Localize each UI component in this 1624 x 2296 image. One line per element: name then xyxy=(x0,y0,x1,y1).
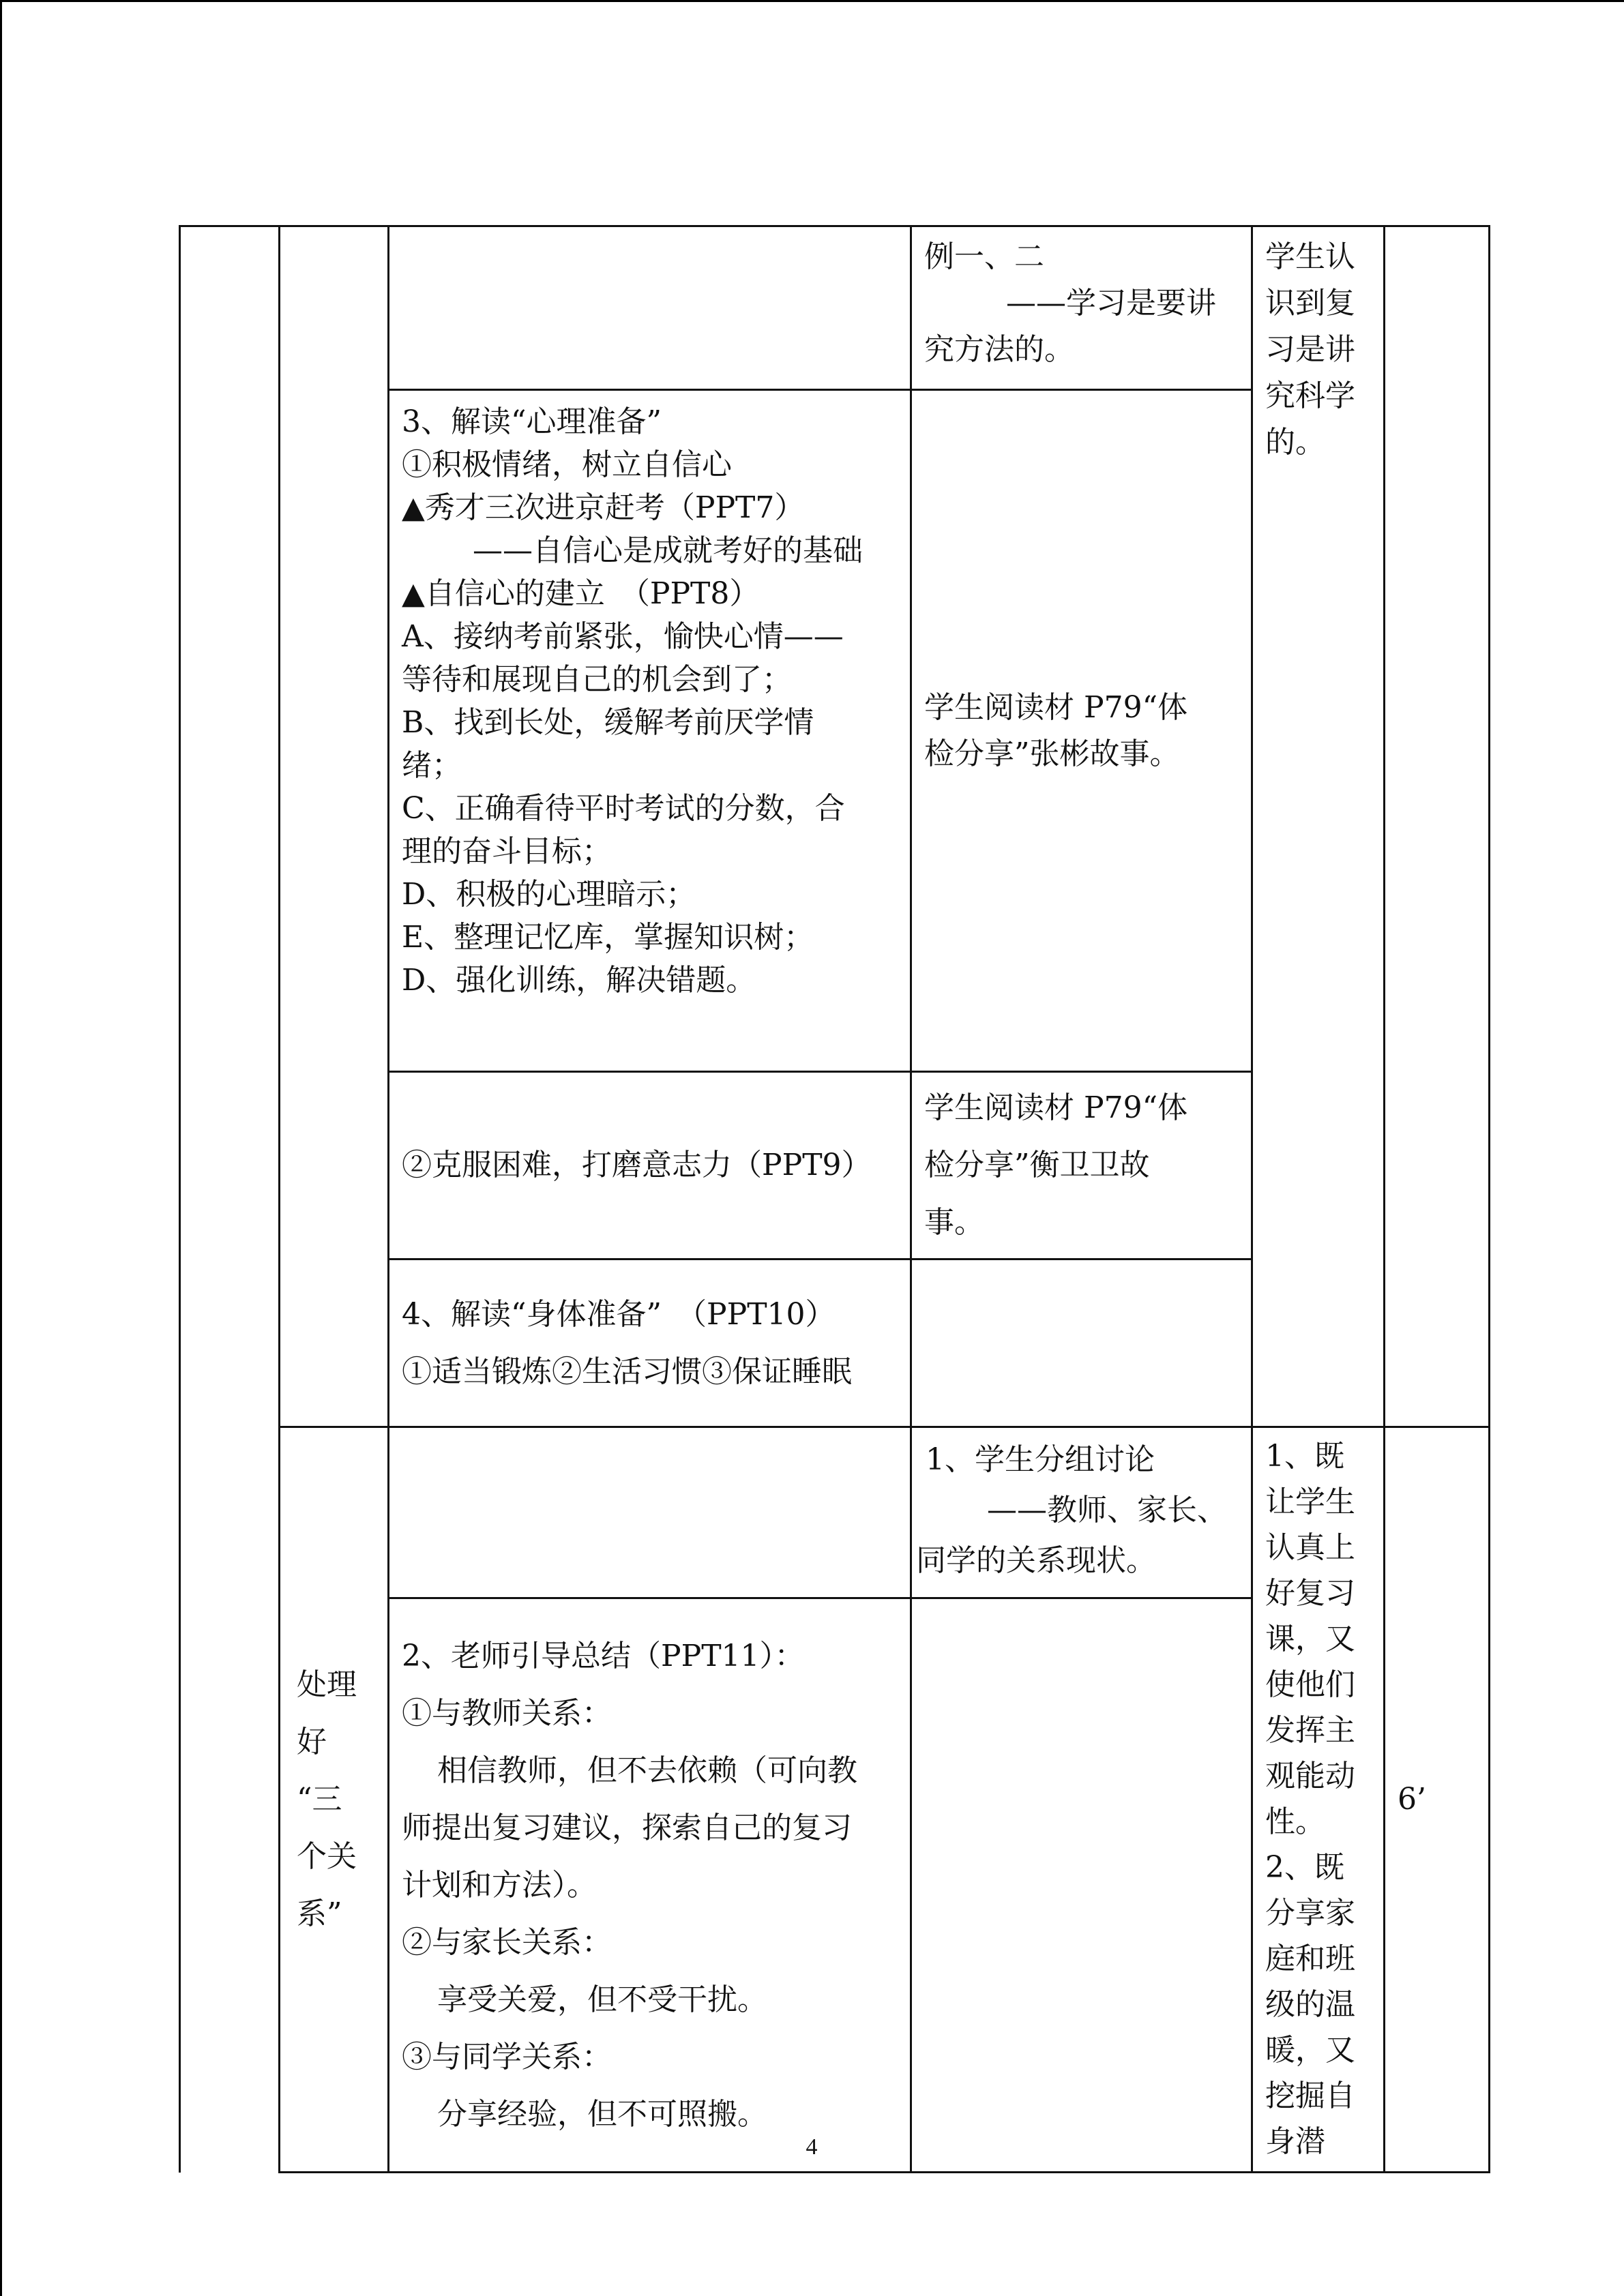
section-title-line: 好 xyxy=(297,1725,327,1759)
intent-text-line: 让学生 xyxy=(1265,1485,1355,1519)
teacher-text-line: B、找到长处，缓解考前厌学情 xyxy=(402,705,814,740)
teacher-activity-cell xyxy=(389,390,911,1072)
intent-text-line: 究科学 xyxy=(1265,378,1355,413)
student-text-line: 学生阅读材 P79“体 xyxy=(924,1090,1188,1125)
time-cell xyxy=(1385,1427,1490,2173)
teacher-text-line: ③与同学关系： xyxy=(402,2039,612,2074)
teacher-activity-cell xyxy=(389,1598,911,2173)
student-text-line: ——学习是要讲 xyxy=(1006,286,1216,320)
teacher-text-line: C、正确看待平时考试的分数，合 xyxy=(402,791,845,826)
lesson-plan-table xyxy=(179,225,1490,2173)
teacher-text-line: 分享经验，但不可照搬。 xyxy=(437,2096,767,2132)
intent-text-line: 识到复 xyxy=(1265,286,1355,320)
teacher-text-line: ②克服困难，打磨意志力（PPT9） xyxy=(402,1148,872,1182)
teacher-text-line: A、接纳考前紧张，愉快心情—— xyxy=(402,619,844,654)
teacher-text-line: ①与教师关系： xyxy=(402,1695,612,1731)
teacher-text-line: ▲自信心的建立 （PPT8） xyxy=(402,576,760,611)
section-title-line: 个关 xyxy=(297,1839,357,1874)
teacher-activity-cell xyxy=(389,1072,911,1259)
intent-text-line: 的。 xyxy=(1265,425,1325,460)
teacher-text-line: ——自信心是成就考好的基础 xyxy=(473,533,863,568)
student-activity-cell xyxy=(911,1427,1252,1598)
section-cell-empty xyxy=(280,226,389,1427)
page-top-border xyxy=(0,0,1624,2)
intent-text-line: 挖掘自 xyxy=(1265,2078,1355,2113)
student-text-line: 同学的关系现状。 xyxy=(916,1543,1156,1578)
teacher-text-line: 享受关爱，但不受干扰。 xyxy=(437,1982,767,2017)
design-intent-cell xyxy=(1252,1427,1385,2173)
teacher-text-line: 2、老师引导总结（PPT11）： xyxy=(402,1638,805,1673)
section-title-cell xyxy=(280,1427,389,2173)
intent-text-line: 暖，又 xyxy=(1265,2033,1355,2068)
intent-text-line: 分享家 xyxy=(1265,1896,1355,1930)
teacher-text-line: E、整理记忆库，掌握知识树； xyxy=(402,920,814,955)
student-activity-cell xyxy=(911,226,1252,390)
intent-text-line: 身潜 xyxy=(1265,2124,1325,2159)
time-value: 6’ xyxy=(1398,1782,1426,1817)
page-left-border xyxy=(0,0,2,2296)
intent-text-line: 习是讲 xyxy=(1265,332,1355,367)
teacher-text-line: 3、解读“心理准备” xyxy=(402,404,662,439)
teacher-text-line: 等待和展现自己的机会到了； xyxy=(402,662,792,697)
teacher-activity-cell xyxy=(389,1259,911,1427)
student-text-line: 例一、二 xyxy=(924,239,1044,274)
student-text-line: 究方法的。 xyxy=(924,332,1074,367)
teacher-text-line: 理的奋斗目标； xyxy=(402,834,612,869)
table-row xyxy=(180,226,1490,390)
intent-text-line: 性。 xyxy=(1265,1804,1325,1839)
design-intent-cell xyxy=(1252,226,1385,1427)
section-title-line: “三 xyxy=(297,1782,342,1817)
intent-text-line: 发挥主 xyxy=(1265,1713,1355,1748)
student-text-line: ——教师、家长、 xyxy=(987,1493,1227,1527)
student-text-line: 检分享”衡卫卫故 xyxy=(924,1148,1150,1182)
intent-text-line: 认真上 xyxy=(1265,1530,1355,1565)
intent-text-line: 2、既 xyxy=(1265,1850,1344,1885)
table-row xyxy=(180,1427,1490,1598)
student-text-line: 事。 xyxy=(924,1205,984,1240)
student-text-line: 检分享”张彬故事。 xyxy=(924,736,1180,771)
intent-text-line: 庭和班 xyxy=(1265,1941,1355,1976)
teacher-text-line: 相信教师，但不去依赖（可向教 xyxy=(437,1753,857,1788)
student-activity-cell-empty xyxy=(911,1598,1252,2173)
student-activity-cell xyxy=(911,1072,1252,1259)
intent-text-line: 观能动 xyxy=(1265,1759,1355,1793)
teacher-text-line: ①积极情绪，树立自信心 xyxy=(402,447,732,482)
teacher-text-line: 计划和方法）。 xyxy=(402,1867,597,1903)
teacher-activity-cell-empty xyxy=(389,1427,911,1598)
intent-text-line: 1、既 xyxy=(1265,1439,1344,1474)
teacher-text-line: 师提出复习建议，探索自己的复习 xyxy=(402,1810,852,1845)
teacher-text-line: ①适当锻炼②生活习惯③保证睡眠 xyxy=(402,1354,852,1389)
intent-text-line: 课，又 xyxy=(1265,1622,1355,1656)
intent-text-line: 学生认 xyxy=(1265,239,1355,274)
teacher-text-line: ▲秀才三次进京赶考（PPT7） xyxy=(402,490,805,525)
student-activity-cell xyxy=(911,390,1252,1072)
step-column-cell xyxy=(180,226,280,2173)
time-cell-empty xyxy=(1385,226,1490,1427)
student-text-line: 学生阅读材 P79“体 xyxy=(924,689,1188,725)
student-activity-cell-empty xyxy=(911,1259,1252,1427)
student-text-line: 1、学生分组讨论 xyxy=(926,1442,1155,1477)
teacher-text-line: D、积极的心理暗示； xyxy=(402,877,696,912)
teacher-text-line: 4、解读“身体准备” （PPT10） xyxy=(402,1296,836,1332)
section-title-line: 系” xyxy=(297,1896,342,1931)
teacher-activity-cell xyxy=(389,226,911,390)
intent-text-line: 使他们 xyxy=(1265,1667,1355,1702)
page-number: 4 xyxy=(806,2134,818,2160)
teacher-text-line: 绪； xyxy=(402,748,462,783)
intent-text-line: 好复习 xyxy=(1265,1576,1355,1611)
teacher-text-line: ②与家长关系： xyxy=(402,1924,612,1960)
teacher-text-line: D、强化训练，解决错题。 xyxy=(402,963,756,998)
section-title-line: 处理 xyxy=(297,1667,357,1702)
intent-text-line: 级的温 xyxy=(1265,1987,1355,2022)
